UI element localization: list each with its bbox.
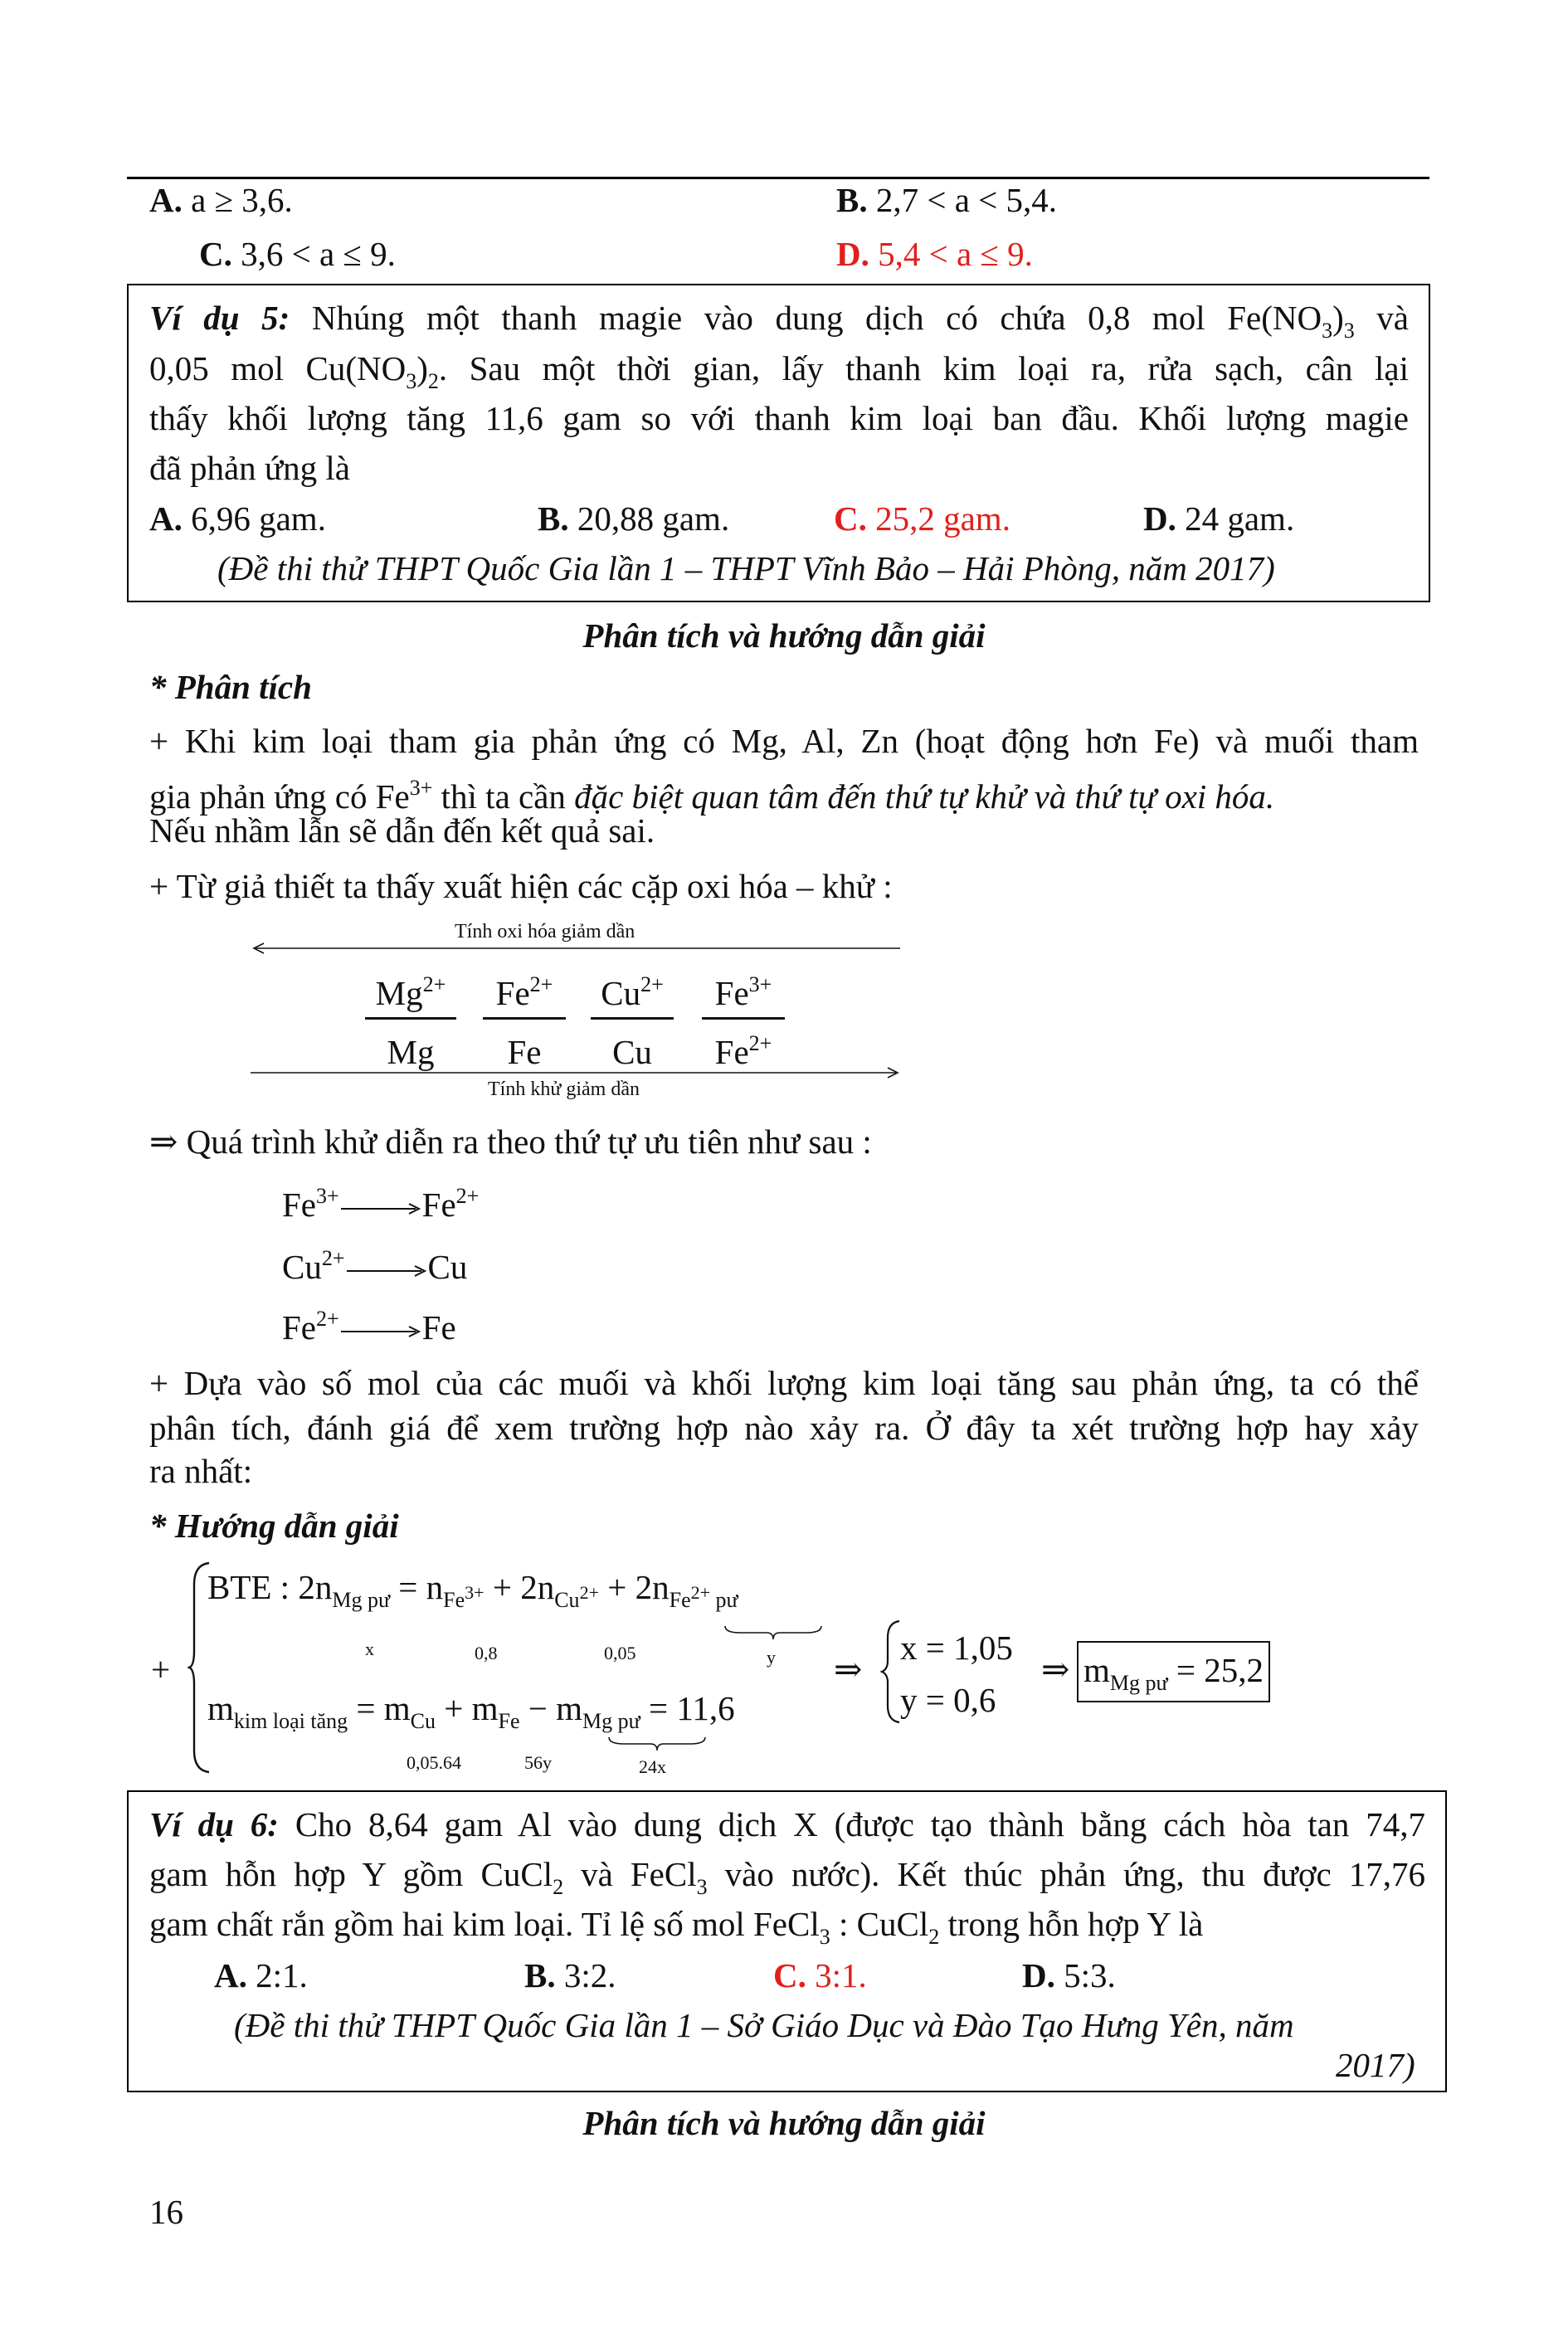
under1-brace: [723, 1624, 823, 1641]
under1-0-8: 0,8: [475, 1643, 498, 1663]
process-intro: ⇒ Quá trình khử diễn ra theo thứ tự ưu tiên như sau :: [149, 1122, 872, 1161]
para3-line3: ra nhất:: [149, 1452, 253, 1490]
under1-0-05: 0,05: [604, 1643, 636, 1663]
system-eq2: $m_{kim loại tăng} = m_{Cu} + m_{Fe} - m_{Mg pư} = 11,6$: [207, 1689, 735, 1733]
result-box: $m_{Mg pư} = 25,2$: [1077, 1641, 1270, 1702]
under1-y: y: [767, 1647, 776, 1668]
prev-option-a: A. a ≥ 3,6.: [149, 181, 293, 219]
system-eq1: BTE : $2n_{Mg pư} = n_{Fe^{3+}} + 2n_{Cu^{2+}} + 2n_{Fe^{2+} pư}$: [207, 1568, 738, 1612]
system-plus: +: [151, 1650, 171, 1688]
example6-line1: Ví dụ 6: Cho 8,64 gam Al vào dung dịch X (được tạo thành bằng cách hòa tan 74,7: [149, 1805, 1426, 1843]
prev-option-d: D. 5,4 < a ≤ 9.: [836, 235, 1033, 273]
pair-mg: $\frac{Mg^{2+}}{Mg}$: [365, 961, 456, 1076]
under2-24x: 24x: [639, 1756, 666, 1777]
huong-dan-heading: * Hướng dẫn giải: [149, 1507, 399, 1545]
example5-option-a: A. 6,96 gam.: [149, 499, 326, 538]
example5-line1: Ví dụ 5: Nhúng một thanh magie vào dung dịch có chứa 0,8 mol $Fe(NO_3)_3$ và: [149, 299, 1409, 343]
example6-option-b: B. 3:2.: [524, 1956, 616, 1994]
example6-line3: gam chất rắn gồm hai kim loại. Tỉ lệ số mol FeCl$_3$ : CuCl$_2$ trong hỗn hợp Y là: [149, 1905, 1204, 1949]
under2-0-05-64: 0,05.64: [407, 1752, 461, 1773]
reaction-1: $Fe^{3+}$ $Fe^{2+}$: [282, 1184, 480, 1224]
para2: + Từ giả thiết ta thấy xuất hiện các cặp oxi hóa – khử :: [149, 867, 893, 905]
para3-line1: + Dựa vào số mol của các muối và khối lượng kim loại tăng sau phản ứng, ta có thể: [149, 1364, 1419, 1402]
solution-y: y = 0,6: [900, 1681, 996, 1719]
system-arrow-2: ⇒: [1041, 1650, 1070, 1688]
example5-option-c: C. 25,2 gam.: [834, 499, 1010, 538]
example5-source: (Đề thi thử THPT Quốc Gia lần 1 – THPT Vĩnh Bảo – Hải Phòng, năm 2017): [217, 549, 1275, 587]
series-top-arrow: [249, 940, 904, 957]
under2-56y: 56y: [524, 1752, 552, 1773]
under2-brace: [607, 1736, 707, 1752]
series-bottom-label: Tính khử giảm dần: [488, 1079, 640, 1100]
example5-line2: 0,05 mol $Cu(NO_3)_2$. Sau một thời gian, lấy thanh kim loại ra, rửa sạch, cân lại: [149, 349, 1410, 393]
example5-option-b: B. 20,88 gam.: [538, 499, 730, 538]
phan-tich-heading: * Phân tích: [149, 668, 312, 706]
reaction-3: $Fe^{2+}$ Fe: [282, 1307, 456, 1346]
para3-line2: phân tích, đánh giá để xem trường hợp nào xảy ra. Ở đây ta xét trường hợp hay xảy: [149, 1409, 1419, 1447]
solution-x: x = 1,05: [900, 1629, 1013, 1667]
example6-source-2: 2017): [1336, 2046, 1415, 2084]
pair-fe3: $\frac{Fe^{3+}}{Fe^{2+}}$: [702, 961, 785, 1076]
para1-line1: + Khi kim loại tham gia phản ứng có Mg, Al, Zn (hoạt động hơn Fe) và muối tham: [149, 722, 1419, 760]
example5-option-d: D. 24 gam.: [1143, 499, 1295, 538]
example6-source-1: (Đề thi thử THPT Quốc Gia lần 1 – Sở Giáo Dục và Đào Tạo Hưng Yên, năm: [234, 2006, 1294, 2044]
analysis-heading-2: Phân tích và hướng dẫn giải: [582, 2104, 986, 2142]
example6-option-c: C. 3:1.: [773, 1956, 867, 1994]
under1-x: x: [365, 1639, 374, 1659]
top-rule: [127, 177, 1429, 179]
analysis-heading: Phân tích và hướng dẫn giải: [582, 616, 986, 655]
pair-fe2: $\frac{Fe^{2+}}{Fe}$: [483, 961, 566, 1076]
para1-line2: gia phản ứng có $Fe^{3+}$ thì ta cần đặc biệt quan tâm đến thứ tự khử và thứ tự oxi hóa.: [149, 776, 1275, 816]
series-top-label: Tính oxi hóa giảm dần: [455, 921, 635, 942]
page-number: 16: [149, 2193, 183, 2231]
example6-option-a: A. 2:1.: [214, 1956, 308, 1994]
para1-line3: Nếu nhầm lẫn sẽ dẫn đến kết quả sai.: [149, 811, 655, 850]
example5-line3: thấy khối lượng tăng 11,6 gam so với thanh kim loại ban đầu. Khối lượng magie: [149, 399, 1409, 437]
prev-option-c: C. 3,6 < a ≤ 9.: [199, 235, 396, 273]
reaction-2: $Cu^{2+}$ Cu: [282, 1246, 468, 1286]
example5-line4: đã phản ứng là: [149, 449, 350, 487]
example6-line2: gam hỗn hợp Y gồm CuCl$_2$ và FeCl$_3$ vào nước). Kết thúc phản ứng, thu được 17,76: [149, 1855, 1425, 1899]
prev-option-b: B. 2,7 < a < 5,4.: [836, 181, 1058, 219]
pair-cu: $\frac{Cu^{2+}}{Cu}$: [591, 961, 674, 1076]
system-arrow-1: ⇒: [834, 1650, 863, 1688]
example6-option-d: D. 5:3.: [1022, 1956, 1116, 1994]
